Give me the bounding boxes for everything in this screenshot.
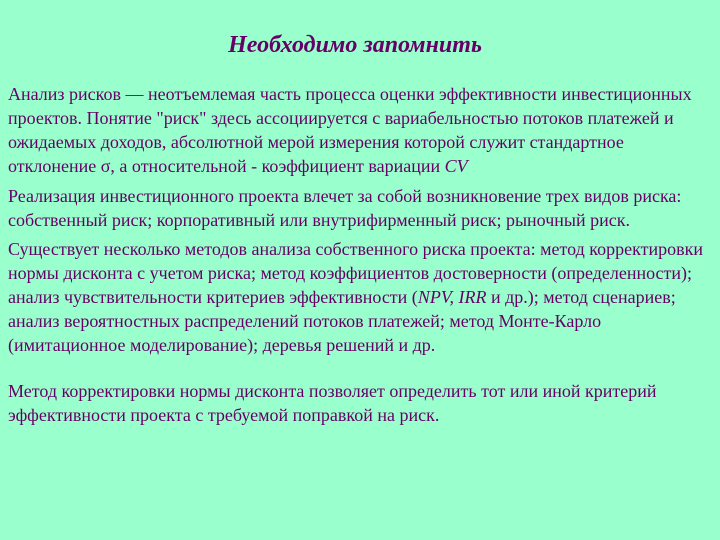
npv-irr-terms: NPV, IRR — [417, 287, 487, 307]
paragraph-risk-analysis-text: Анализ рисков — неотъемлемая часть процесса оценки эффективности инвестиционных проектов. Понятие "риск" здесь ассоциируется с вариабельностью потоков платежей и ожидаемых доходов, абсолютной мерой измерения которой служит стандартное отклонение σ, а относительной - коэффициент вариации — [8, 84, 692, 176]
cv-term: CV — [444, 156, 468, 176]
paragraph-risk-analysis — [8, 82, 714, 178]
paragraph-risk-methods-after: и др.); метод сценариев; анализ вероятностных распределений потоков платежей; метод Монте-Карло (имитационное моделирование); деревья решений и др. — [8, 287, 676, 355]
slide-body — [8, 82, 714, 427]
paragraph-risk-types: Реализация инвестиционного проекта влечет за собой возникновение трех видов риска: собственный риск; корпоративный или внутрифирменный риск; рыночный риск. — [8, 186, 682, 230]
paragraph-risk-methods — [8, 237, 714, 357]
paragraph-discount-method: Метод корректировки нормы дисконта позволяет определить тот или иной критерий эффективности проекта с требуемой поправкой на риск. — [8, 381, 657, 425]
slide-title: Необходимо запомнить — [228, 32, 482, 58]
paragraph-risk-methods-before: Существует несколько методов анализа собственного риска проекта: метод корректировки нормы дисконта с учетом риска; метод коэффициентов достоверности (определенности); анализ чувствительности критериев эффективности ( — [8, 239, 703, 307]
